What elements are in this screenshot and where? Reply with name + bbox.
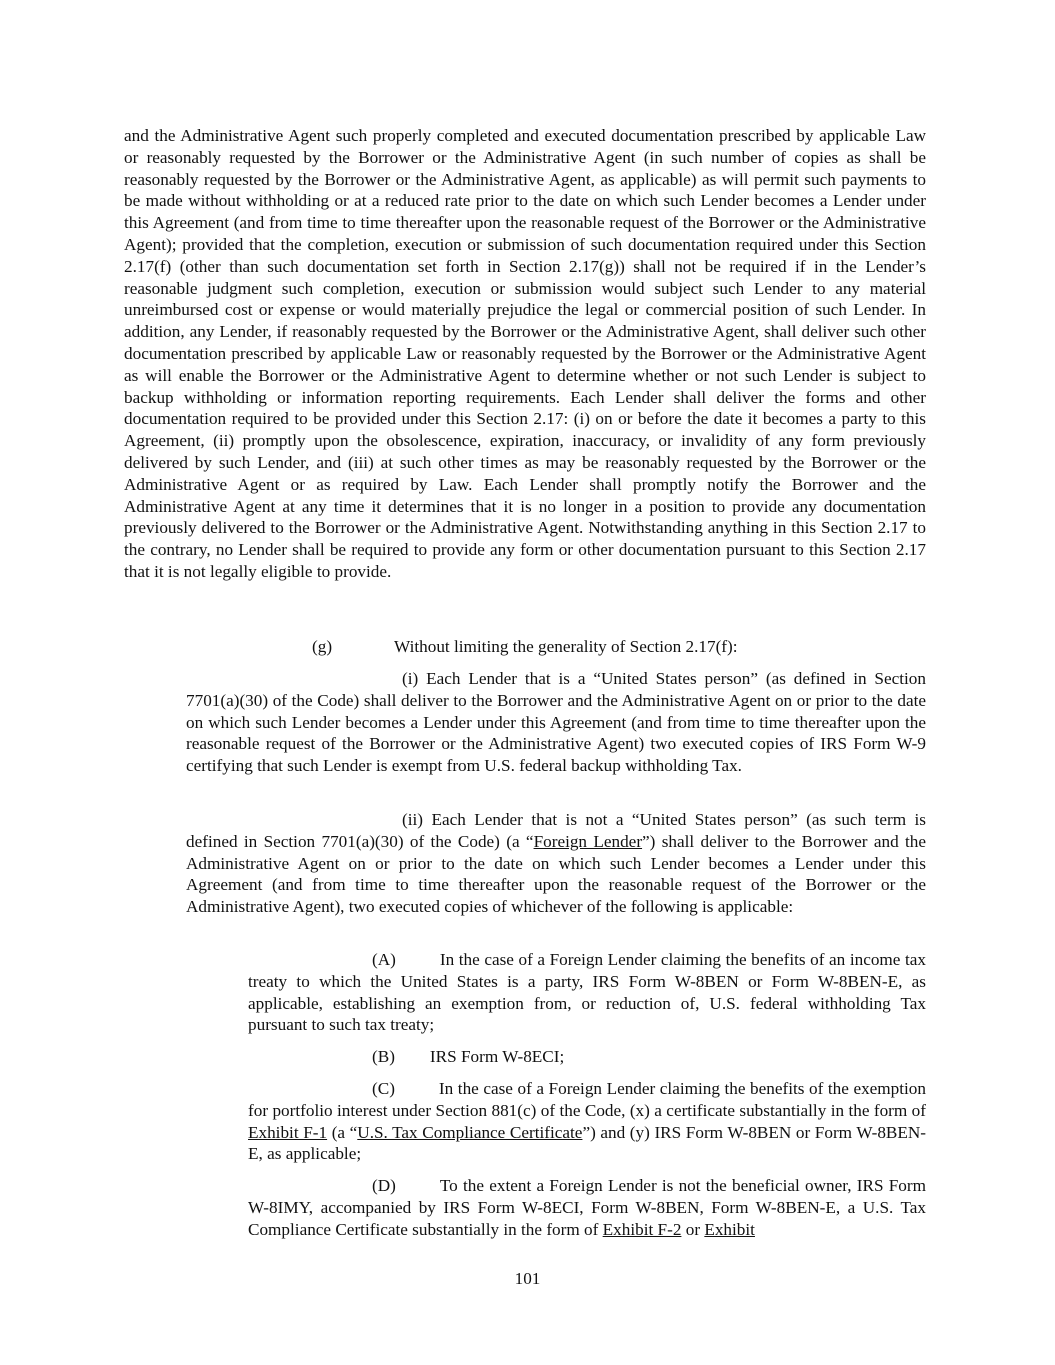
body-paragraph: and the Administrative Agent such properly completed and executed documentation prescribed by applicable Law or reasonably requested by the Borrower or the Administrative Agent (in such number of copies as shall be reasonably requested by the Borrower or the Administrative Agent, as applicable) as will permit such payments to be made without withholding or at a reduced rate prior to the date on which such Lender becomes a Lender under this Agreement (and from time to time thereafter upon the reasonable request of the Borrower or the Administrative Agent); provided that the completion, execution or submission of such documentation required under this Section 2.17(f) (other than such documentation set forth in Section 2.17(g)) shall not be required if in the Lender’s reasonable judgment such completion, execution or submission would subject such Lender to any material unreimbursed cost or expense or would materially prejudice the legal or commercial position of such Lender. In addition, any Lender, if reasonably requested by the Borrower or the Administrative Agent, shall deliver such other documentation prescribed by applicable Law or reasonably requested by the Borrower or the Administrative Agent as will enable the Borrower or the Administrative Agent to determine whether or not such Lender is subject to backup withholding or information reporting requirements. Each Lender shall deliver the forms and other documentation required to be provided under this Section 2.17: (i) on or before the date it becomes a party to this Agreement, (ii) promptly upon the obsolescence, expiration, inaccuracy, or invalidity of any form previously delivered by such Lender, and (iii) at such other times as may be reasonably requested by the Borrower or the Administrative Agent or as required by Law. Each Lender shall promptly notify the Borrower and the Administrative Agent at any time it determines that it is no longer in a position to provide any documentation previously delivered to the Borrower or the Administrative Agent. Notwithstanding anything in this Section 2.17 to the contrary, no Lender shall be required to provide any form or other documentation pursuant to this Section 2.17 that it is not legally eligible to provide.: [124, 126, 926, 581]
clause-b-label: (B): [372, 1047, 395, 1066]
page-number: 101: [514, 1269, 541, 1288]
section-g-label: (g): [312, 637, 333, 656]
clause-a-text: In the case of a Foreign Lender claiming the benefits of an income tax treaty to which the United States is a party, IRS Form W-8BEN or Form W-8BEN-E, as applicable, establishing an exemption from, or reduction of, U.S. federal withholding Tax pursuant to such tax treaty;: [248, 950, 926, 1035]
clause-c: [248, 1078, 926, 1165]
clause-ii-text-after: ”) shall deliver to the Borrower and the Administrative Agent on or prior to the date on which such Lender becomes a Lender under this Agreement (and from time to time thereafter upon the reasonable request of the Borrower or the Administrative Agent), two executed copies of whichever of the following is applicable:: [186, 831, 926, 917]
clause-c-text-3: ”) and (y) IRS Form W-8BEN or Form W-8BEN-E, as applicable;: [248, 1122, 927, 1164]
clause-d-label: (D): [372, 1176, 396, 1195]
exhibit-continued-link: Exhibit: [704, 1219, 755, 1239]
clause-c-text-2: (a “: [327, 1122, 358, 1142]
defined-term-tax-compliance-certificate: U.S. Tax Compliance Certificate: [357, 1122, 583, 1142]
section-g-text: Without limiting the generality of Section 2.17(f):: [394, 637, 738, 656]
clause-b: [372, 1046, 926, 1068]
clause-d-text-1: To the extent a Foreign Lender is not the beneficial owner, IRS Form W-8IMY, accompanied by IRS Form W-8ECI, Form W-8BEN, Form W-8BEN-E, a U.S. Tax Compliance Certificate substantially in the form of: [248, 1176, 926, 1239]
exhibit-f2-link: Exhibit F-2: [602, 1219, 682, 1239]
clause-c-text-1: In the case of a Foreign Lender claiming the benefits of the exemption for portfolio interest under Section 881(c) of the Code, (x) a certificate substantially in the form of: [248, 1079, 926, 1120]
exhibit-f1-link: Exhibit F-1: [248, 1122, 328, 1142]
clause-c-label: (C): [372, 1079, 395, 1098]
clause-d-text-2: or: [681, 1219, 705, 1239]
clause-ii: [186, 809, 926, 918]
clause-b-text: IRS Form W-8ECI;: [429, 1047, 565, 1066]
section-g-heading: [312, 636, 926, 658]
clause-a-label: (A): [372, 950, 396, 969]
clause-ii-text-before: (ii) Each Lender that is not a “United States person” (as such term is defined in Section 7701(a)(30) of the Code) (a “: [186, 810, 926, 851]
defined-term-foreign-lender: Foreign Lender: [533, 831, 643, 851]
clause-d: [248, 1175, 926, 1240]
clause-i: (i) Each Lender that is a “United States person” (as defined in Section 7701(a)(30) of the Code) shall deliver to the Borrower and the Administrative Agent on or prior to the date on which such Lender becomes a Lender under this Agreement (and from time to time thereafter upon the reasonable request of the Borrower or the Administrative Agent) two executed copies of IRS Form W-9 certifying that such Lender is exempt from U.S. federal backup withholding Tax.: [186, 669, 926, 776]
clause-a: [248, 949, 926, 1036]
